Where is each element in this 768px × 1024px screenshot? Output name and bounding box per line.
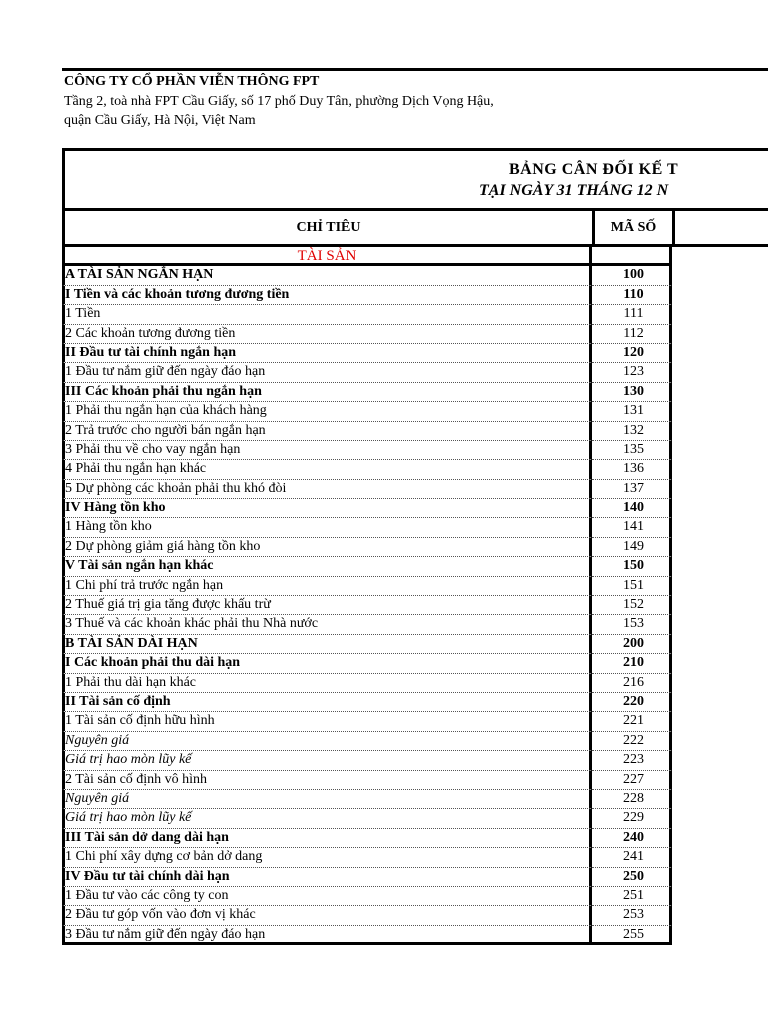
row-label: Nguyên giá — [62, 732, 592, 751]
row-label: Giá trị hao mòn lũy kế — [62, 809, 592, 828]
row-label: 2 Trả trước cho người bán ngắn hạn — [62, 422, 592, 441]
table-row — [62, 383, 768, 402]
row-code: 132 — [592, 422, 672, 441]
row-label: 1 Đầu tư vào các công ty con — [62, 887, 592, 906]
table-row — [62, 654, 768, 673]
row-label: IV Đầu tư tài chính dài hạn — [62, 868, 592, 887]
table-row — [62, 441, 768, 460]
row-label: 1 Chi phí trả trước ngắn hạn — [62, 577, 592, 596]
table-row — [62, 693, 768, 712]
row-label: II Tài sản cố định — [62, 693, 592, 712]
table-row — [62, 809, 768, 828]
row-code: 150 — [592, 557, 672, 576]
table-body — [62, 247, 768, 945]
table-row — [62, 422, 768, 441]
table-row — [62, 674, 768, 693]
row-label: Nguyên giá — [62, 790, 592, 809]
table-row — [62, 480, 768, 499]
company-header — [62, 68, 768, 148]
table-row — [62, 460, 768, 479]
row-label: V Tài sản ngắn hạn khác — [62, 557, 592, 576]
table-row — [62, 557, 768, 576]
table-row — [62, 868, 768, 887]
table-row — [62, 751, 768, 770]
table-row — [62, 887, 768, 906]
table-row — [62, 712, 768, 731]
row-label: IV Hàng tồn kho — [62, 499, 592, 518]
row-label: A TÀI SẢN NGẮN HẠN — [62, 266, 592, 285]
row-code: 141 — [592, 518, 672, 537]
table-row — [62, 344, 768, 363]
row-code: 135 — [592, 441, 672, 460]
table-row — [62, 848, 768, 867]
table-row — [62, 577, 768, 596]
row-label: I Các khoản phải thu dài hạn — [62, 654, 592, 673]
row-code: 216 — [592, 674, 672, 693]
row-code: 251 — [592, 887, 672, 906]
row-code: 137 — [592, 480, 672, 499]
row-code: 221 — [592, 712, 672, 731]
row-code: 140 — [592, 499, 672, 518]
table-row — [62, 732, 768, 751]
row-code: 227 — [592, 771, 672, 790]
row-code: 131 — [592, 402, 672, 421]
row-label: I Tiền và các khoản tương đương tiền — [62, 286, 592, 305]
report-subtitle: TẠI NGÀY 31 THÁNG 12 N — [479, 182, 669, 199]
table-row — [62, 926, 768, 945]
row-label: 2 Tài sản cố định vô hình — [62, 771, 592, 790]
row-label: 4 Phải thu ngắn hạn khác — [62, 460, 592, 479]
row-label: 3 Phải thu về cho vay ngắn hạn — [62, 441, 592, 460]
row-code: 220 — [592, 693, 672, 712]
row-label: 3 Thuế và các khoản khác phải thu Nhà nước — [62, 615, 592, 634]
row-code: 255 — [592, 926, 672, 945]
row-label: III Các khoản phải thu ngắn hạn — [62, 383, 592, 402]
row-label: 1 Tài sản cố định hữu hình — [62, 712, 592, 731]
row-label: 2 Thuế giá trị gia tăng được khấu trừ — [62, 596, 592, 615]
row-code: 228 — [592, 790, 672, 809]
table-row — [62, 363, 768, 382]
column-header-row — [62, 208, 768, 247]
row-code: 149 — [592, 538, 672, 557]
row-label: B TÀI SẢN DÀI HẠN — [62, 635, 592, 654]
table-row — [62, 518, 768, 537]
column-header-code: MÃ SỐ — [595, 211, 675, 244]
balance-sheet — [62, 68, 768, 948]
row-label: TÀI SẢN — [62, 247, 592, 266]
company-address-line1: Tầng 2, toà nhà FPT Cầu Giấy, số 17 phố Duy Tân, phường Dịch Vọng Hậu, — [64, 94, 494, 109]
row-code: 120 — [592, 344, 672, 363]
row-label: 1 Phải thu dài hạn khác — [62, 674, 592, 693]
table-row — [62, 325, 768, 344]
table-row — [62, 635, 768, 654]
row-code — [592, 247, 672, 266]
section-heading-row — [62, 247, 768, 266]
row-code: 222 — [592, 732, 672, 751]
row-label: 2 Đầu tư góp vốn vào đơn vị khác — [62, 906, 592, 925]
company-name: CÔNG TY CỔ PHẦN VIỄN THÔNG FPT — [64, 74, 320, 89]
row-code: 200 — [592, 635, 672, 654]
row-code: 240 — [592, 829, 672, 848]
row-label: 1 Hàng tồn kho — [62, 518, 592, 537]
row-code: 229 — [592, 809, 672, 828]
row-code: 223 — [592, 751, 672, 770]
table-row — [62, 538, 768, 557]
row-label: 5 Dự phòng các khoản phải thu khó đòi — [62, 480, 592, 499]
row-code: 110 — [592, 286, 672, 305]
row-code: 250 — [592, 868, 672, 887]
table-row — [62, 829, 768, 848]
row-label: 1 Đầu tư nắm giữ đến ngày đáo hạn — [62, 363, 592, 382]
row-label: Giá trị hao mòn lũy kế — [62, 751, 592, 770]
row-label: 1 Tiền — [62, 305, 592, 324]
column-header-indicator: CHỈ TIÊU — [65, 211, 595, 244]
row-code: 100 — [592, 266, 672, 285]
row-code: 210 — [592, 654, 672, 673]
table-row — [62, 402, 768, 421]
row-code: 152 — [592, 596, 672, 615]
row-label: II Đầu tư tài chính ngắn hạn — [62, 344, 592, 363]
row-code: 153 — [592, 615, 672, 634]
row-code: 253 — [592, 906, 672, 925]
row-label: 2 Dự phòng giảm giá hàng tồn kho — [62, 538, 592, 557]
row-code: 112 — [592, 325, 672, 344]
table-row — [62, 790, 768, 809]
row-code: 241 — [592, 848, 672, 867]
table-row — [62, 906, 768, 925]
report-title-box — [62, 148, 768, 208]
row-code: 130 — [592, 383, 672, 402]
table-row — [62, 596, 768, 615]
table-row — [62, 615, 768, 634]
table-row — [62, 771, 768, 790]
table-row — [62, 266, 768, 285]
row-code: 123 — [592, 363, 672, 382]
company-address-line2: quận Cầu Giấy, Hà Nội, Việt Nam — [64, 113, 256, 128]
row-label: 3 Đầu tư nắm giữ đến ngày đáo hạn — [62, 926, 592, 945]
row-code: 151 — [592, 577, 672, 596]
row-label: 2 Các khoản tương đương tiền — [62, 325, 592, 344]
row-label: 1 Chi phí xây dựng cơ bản dở dang — [62, 848, 592, 867]
table-row — [62, 305, 768, 324]
row-code: 111 — [592, 305, 672, 324]
row-label: III Tài sản dở dang dài hạn — [62, 829, 592, 848]
row-code: 136 — [592, 460, 672, 479]
row-label: 1 Phải thu ngắn hạn của khách hàng — [62, 402, 592, 421]
table-row — [62, 499, 768, 518]
table-row — [62, 286, 768, 305]
report-title: BẢNG CÂN ĐỐI KẾ T — [509, 161, 679, 178]
